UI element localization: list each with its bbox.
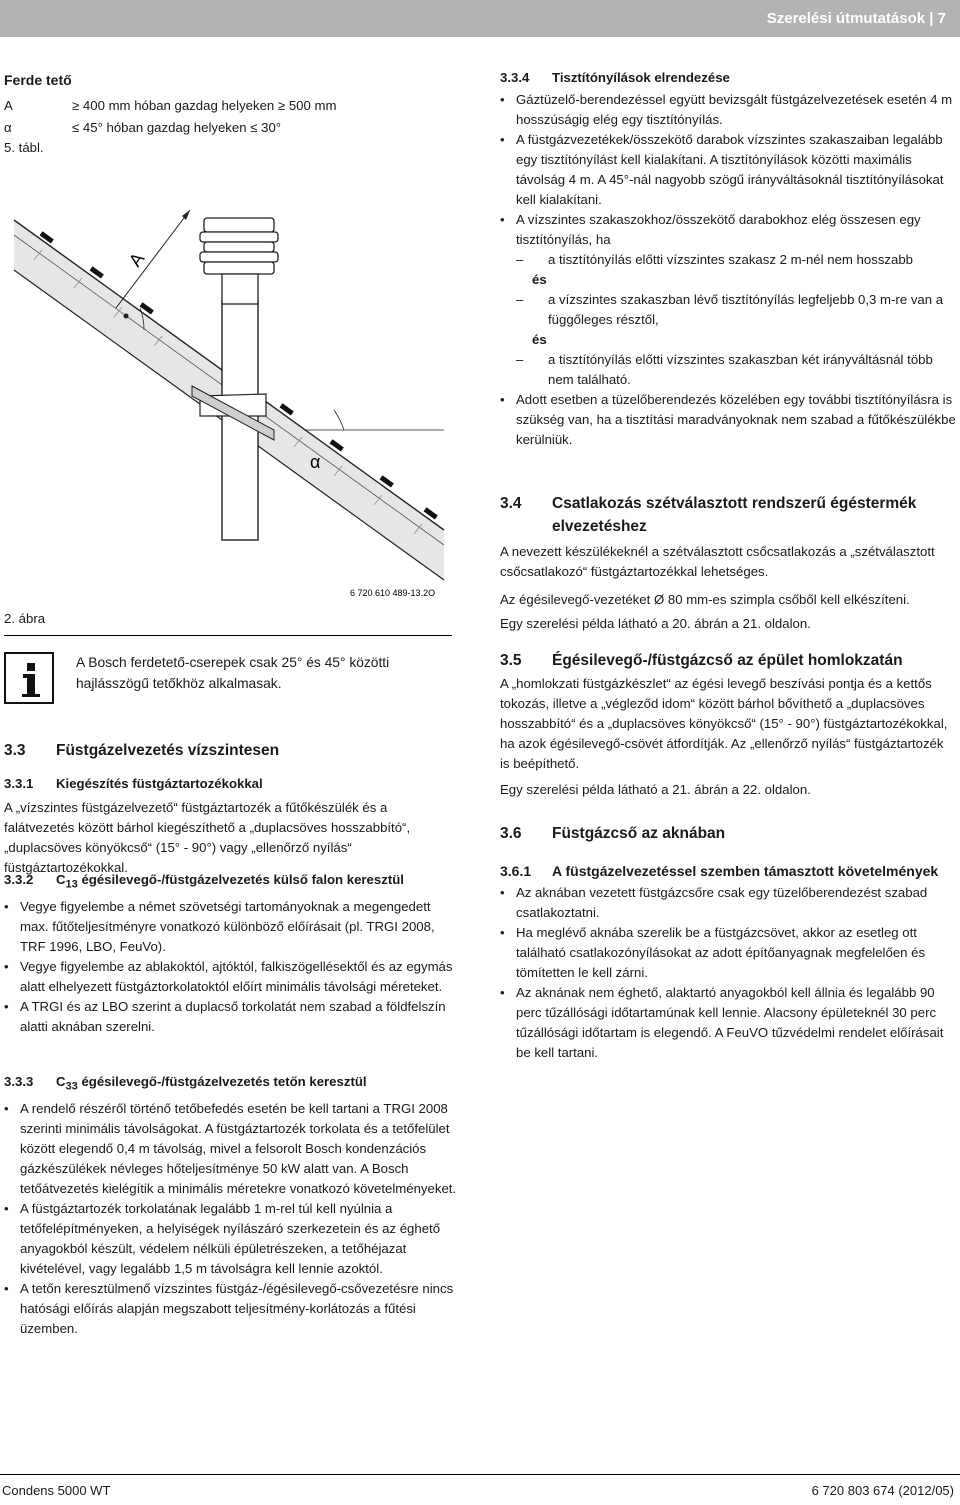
section-3-4 <box>500 492 956 634</box>
spec-text: ≥ 400 mm hóban gazdag helyeken ≥ 500 mm <box>72 98 337 113</box>
footer-rule <box>0 1474 960 1475</box>
info-icon <box>4 652 54 704</box>
info-note: A Bosch ferdetető-cserepek csak 25° és 45° közötti hajlásszögű tetőkhöz alkalmasak. <box>76 655 390 691</box>
bullet-list <box>4 897 459 1037</box>
section-3-3-1 <box>4 774 459 878</box>
table-caption: 5. tábl. <box>4 140 44 155</box>
c-symbol: C <box>56 872 66 887</box>
figure-ref-number: 6 720 610 489-13.2O <box>350 588 436 598</box>
section-3-5 <box>500 650 956 800</box>
bullet-list <box>500 883 956 1063</box>
list-item: • A TRGI és az LBO szerint a duplacső torkolatát nem szabad a földfelszín alatti aknában szerelni. <box>4 997 459 1037</box>
and-word: és <box>532 272 547 287</box>
spec-row <box>4 96 336 118</box>
list-item: • Az aknában vezetett füstgázcsőre csak egy tüzelőberendezést szabad csatlakoztatni. <box>500 883 956 923</box>
spec-symbol: A <box>4 98 13 113</box>
section-title: Kiegészítés füstgáztartozékokkal <box>56 776 263 791</box>
bullet-list <box>500 390 956 450</box>
section-title: Csatlakozás szétválasztott rendszerű égéstermék <box>552 495 917 512</box>
footer-docnumber: 6 720 803 674 (2012/05) <box>811 1483 954 1498</box>
spec-row <box>4 118 336 140</box>
paragraph: Egy szerelési példa látható a 20. ábrán a 21. oldalon. <box>500 616 811 631</box>
paragraph: A „vízszintes füstgázelvezető“ füstgáztartozék a fűtőkészülék és a falátvezetés között bárhol kiegészíthető a „duplacsöves hosszabbító“, „duplacsöves könyökcső“ (15° - 90°) vagy „ellenőrző nyílás“ füstgáztartozékokkal. <box>4 800 411 875</box>
section-title: Füstgázelvezetés vízszintesen <box>56 742 280 759</box>
footer-product: Condens 5000 WT <box>2 1483 111 1498</box>
roof-figure <box>4 180 464 600</box>
section-number: 3.4 <box>500 495 522 512</box>
c-subscript: 33 <box>65 1080 78 1093</box>
paragraph: A nevezett készülékeknél a szétválasztott csőcsatlakozás a „szétválasztott csőcsatlakozó“ füstgáztartozékkal lehetséges. <box>500 544 935 579</box>
divider <box>4 635 452 636</box>
spec-symbol: α <box>4 120 12 135</box>
section-title: Égésilevegő-/füstgázcső az épület homlokzatán <box>552 652 903 669</box>
bullet-list <box>500 90 956 250</box>
section-heading-ferde-teto: Ferde tető <box>4 72 72 88</box>
roof-diagram <box>4 180 464 600</box>
list-item: • Vegye figyelembe a német szövetségi tartományoknak a megengedett max. fűtőteljesítményre vonatkozó különböző előírásait (pl. TRGI 2008, TRF 1996, LBO, FeuVo). <box>4 897 459 957</box>
section-title: égésilevegő-/füstgázelvezetés tetőn keresztül <box>81 1074 367 1089</box>
section-number: 3.3 <box>4 742 26 759</box>
spec-table <box>4 96 336 140</box>
spec-text: ≤ 45° hóban gazdag helyeken ≤ 30° <box>72 120 282 135</box>
figure-label-a: A <box>124 248 149 271</box>
section-3-6-1 <box>500 861 956 1063</box>
section-3-3-heading <box>4 740 279 762</box>
section-title: A füstgázelvezetéssel szemben támasztott követelmények <box>552 863 939 879</box>
page-header-bar <box>0 0 960 37</box>
dash-item: – a tisztítónyílás előtti vízszintes szakasz 2 m-nél nem hosszabb <box>516 250 956 270</box>
section-3-6-heading <box>500 823 725 845</box>
paragraph: Az égésilevegő-vezetéket Ø 80 mm-es szimpla csőből kell elkészíteni. <box>500 592 910 607</box>
section-number: 3.3.3 <box>4 1074 34 1089</box>
list-item: • Adott esetben a tüzelőberendezés közelében egy további tisztítónyílásra is szükség van, ha a tisztítási maradványoknak nem szabad a fűtőkészülékbe kerülniük. <box>500 390 956 450</box>
section-3-3-2 <box>4 870 459 1037</box>
list-item: • Ha meglévő aknába szerelik be a füstgázcsövet, akkor az esetleg ott található csatlakozónyílásokat az adott építőanyagnak megfelelően és tömítetten le kell zárni. <box>500 923 956 983</box>
dash-list <box>516 250 956 390</box>
dash-item: – a tisztítónyílás előtti vízszintes szakaszban két irányváltásnál több nem található. <box>516 350 956 390</box>
list-item: • Az aknának nem éghető, alaktartó anyagokból kell állnia és legalább 90 perc tűzállósági időtartamúnak kell lennie. Alacsony épületeknél 30 perc tűzállósági időtartam is elegendő. A FeuVO tűzvédelmi rendelet előírásait be kell tartani. <box>500 983 956 1063</box>
list-item: • Vegye figyelembe az ablakoktól, ajtóktól, falkiszögellésektől és az egymás alatt elhelyezett füstgáztorkolatoktól előírt minimális távolsági méreteket. <box>4 957 459 997</box>
bullet-list <box>4 1099 459 1339</box>
section-3-3-4 <box>500 68 956 450</box>
list-item: • A füstgáztartozék torkolatának legalább 1 m-rel túl kell nyúlnia a tetőfelépítményeken, a helyiségek nyílászáró szerkezetein és az éghető anyagokból készült, védelem nélküli épületrészeken, a tetőhéjazat kivételével, vagy legalább 1,5 m távolságra kell lennie azoktól. <box>4 1199 459 1279</box>
section-title: égésilevegő-/füstgázelvezetés külső falon keresztül <box>81 872 404 887</box>
section-number: 3.3.2 <box>4 872 34 887</box>
paragraph: A „homlokzati füstgázkészlet“ az égési levegő beszívási pontja és a kettős tokozás, illetve a „végleződ idom“ között bárhol bővíthető a „duplacsöves hosszabbító“ és a „duplacsöves könyökcső“ (15° - 90°) füstgáztartozékokkal, ha azok égésilevegő-csövét átfordítják. Az „ellenőrző nyílás“ füstgáztartozék is beépíthető. <box>500 676 948 771</box>
c-symbol: C <box>56 1074 66 1089</box>
list-item: • A rendelő részéről történő tetőbefedés esetén be kell tartani a TRGI 2008 szerinti minimális távolságokat. A füstgáztartozék torkolata és a tetőfelület között elegendő 0,4 m távolság, mivel a felsorolt Bosch kondenzációs gázkészülékek névleges hőteljesítménye 50 kW alatt van. A Bosch tetőátvezetés kielégítik a minimális méretekre vonatkozó követelményeket. <box>4 1099 459 1199</box>
paragraph: Egy szerelési példa látható a 21. ábrán a 22. oldalon. <box>500 782 811 797</box>
section-title: Füstgázcső az aknában <box>552 825 726 842</box>
section-number: 3.6.1 <box>500 863 532 879</box>
section-3-3-3 <box>4 1072 459 1339</box>
section-title-continued: elvezetéshez <box>552 518 647 535</box>
and-word: és <box>532 332 547 347</box>
list-item: • A füstgázvezetékek/összekötő darabok vízszintes szakaszaiban legalább egy tisztítónyílást kell kialakítani. A tisztítónyílások közötti maximális távolság 4 m. A 45°-nál nagyobb szögű irányváltásoknál tisztítónyílásokat kell kialakítani. <box>500 130 956 210</box>
list-item: • A tetőn keresztülmenő vízszintes füstgáz-/égésilevegő-csővezetésre nincs hatósági előírás alapján megszabott teljesítmény-korlátozás a fűtési üzemben. <box>4 1279 459 1339</box>
figure-label-alpha: α <box>310 452 321 472</box>
page-header-title: Szerelési útmutatások | 7 <box>766 10 946 27</box>
section-number: 3.3.4 <box>500 70 530 85</box>
list-item: • Gáztüzelő-berendezéssel együtt bevizsgált füstgázelvezetések esetén 4 m hosszúságig elég egy tisztítónyílás. <box>500 90 956 130</box>
dash-item: – a vízszintes szakaszban lévő tisztítónyílás legfeljebb 0,3 m-re van a függőleges résztől, <box>516 290 956 330</box>
left-column <box>4 70 464 158</box>
section-number: 3.5 <box>500 652 522 669</box>
section-number: 3.3.1 <box>4 776 34 791</box>
c-subscript: 13 <box>65 878 78 891</box>
figure-caption: 2. ábra <box>4 611 46 626</box>
section-number: 3.6 <box>500 825 522 842</box>
section-title: Tisztítónyílások elrendezése <box>552 70 730 85</box>
list-item: • A vízszintes szakaszokhoz/összekötő darabokhoz elég összesen egy tisztítónyílás, ha <box>500 210 956 250</box>
